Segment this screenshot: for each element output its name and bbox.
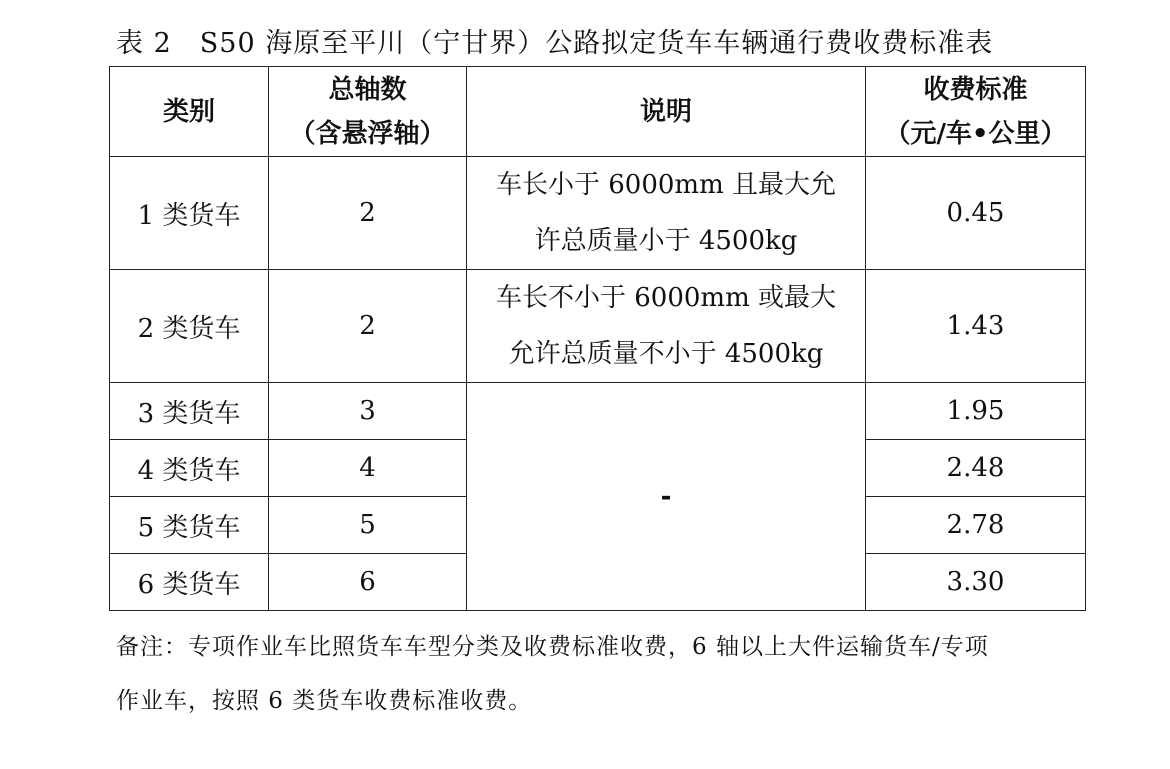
table-footnote bbox=[116, 620, 1086, 728]
header-category: 类别 bbox=[110, 67, 269, 157]
table-caption bbox=[116, 22, 1096, 66]
cell-category: 6 类货车 bbox=[110, 554, 269, 611]
cell-category: 5 类货车 bbox=[110, 497, 269, 554]
header-rate bbox=[866, 67, 1086, 157]
cell-axles: 6 bbox=[269, 554, 467, 611]
cell-axles: 4 bbox=[269, 440, 467, 497]
cell-axles: 3 bbox=[269, 383, 467, 440]
footnote-line1: 备注：专项作业车比照货车车型分类及收费标准收费，6 轴以上大件运输货车/专项 bbox=[116, 634, 989, 660]
header-rate-line1: 收费标准 bbox=[923, 74, 1028, 105]
header-axles bbox=[269, 67, 467, 157]
table-title: S50 海原至平川（宁甘界）公路拟定货车车辆通行费收费标准表 bbox=[199, 28, 994, 59]
cell-category: 3 类货车 bbox=[110, 383, 269, 440]
description-line1: 车长小于 6000mm 且最大允 bbox=[495, 170, 836, 200]
header-rate-line2: （元/车•公里） bbox=[884, 118, 1067, 149]
cell-rate: 0.45 bbox=[866, 157, 1086, 270]
cell-axles: 2 bbox=[269, 270, 467, 383]
table-row bbox=[110, 383, 1086, 440]
table-number: 表 2 bbox=[116, 28, 172, 59]
header-axles-line1: 总轴数 bbox=[328, 74, 407, 105]
header-row bbox=[110, 67, 1086, 157]
cell-description bbox=[467, 157, 866, 270]
cell-rate: 3.30 bbox=[866, 554, 1086, 611]
header-axles-line2: （含悬浮轴） bbox=[289, 118, 446, 149]
cell-rate: 2.48 bbox=[866, 440, 1086, 497]
header-description: 说明 bbox=[467, 67, 866, 157]
merged-description-cell: - bbox=[467, 383, 866, 611]
cell-description bbox=[467, 270, 866, 383]
cell-axles: 5 bbox=[269, 497, 467, 554]
description-line1: 车长不小于 6000mm 或最大 bbox=[495, 283, 836, 313]
cell-category: 4 类货车 bbox=[110, 440, 269, 497]
description-line2: 允许总质量不小于 4500kg bbox=[508, 339, 824, 369]
table-row bbox=[110, 157, 1086, 270]
cell-rate: 2.78 bbox=[866, 497, 1086, 554]
table-row bbox=[110, 270, 1086, 383]
toll-fee-table bbox=[109, 66, 1086, 611]
cell-rate: 1.43 bbox=[866, 270, 1086, 383]
cell-rate: 1.95 bbox=[866, 383, 1086, 440]
cell-category: 2 类货车 bbox=[110, 270, 269, 383]
cell-axles: 2 bbox=[269, 157, 467, 270]
description-line2: 许总质量小于 4500kg bbox=[534, 226, 798, 256]
footnote-line2: 作业车，按照 6 类货车收费标准收费。 bbox=[116, 688, 533, 714]
cell-category: 1 类货车 bbox=[110, 157, 269, 270]
